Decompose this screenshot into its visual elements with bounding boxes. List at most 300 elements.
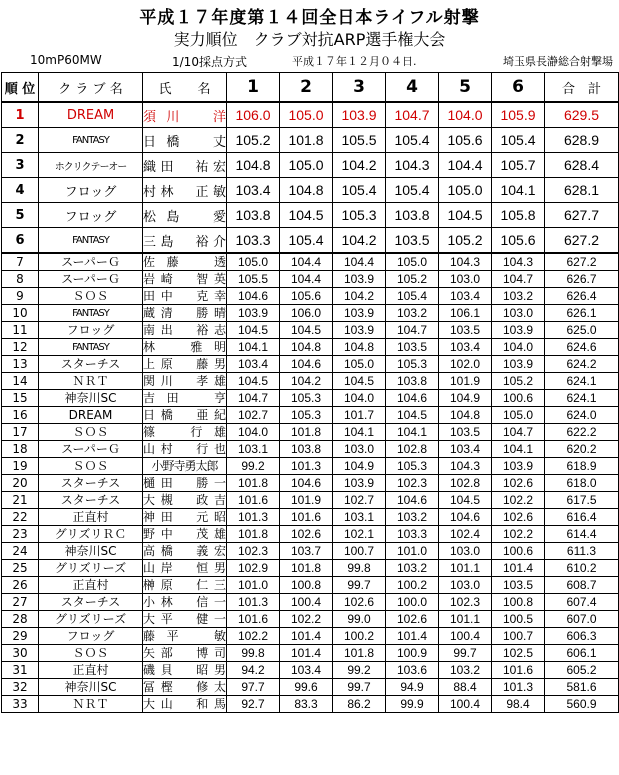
table-row	[2, 645, 619, 662]
series-1-score: 103.8	[227, 203, 280, 228]
name-cell: 大山 和馬	[143, 696, 226, 711]
series-4-score: 103.2	[386, 560, 439, 577]
series-2-score: 101.6	[280, 509, 333, 526]
series-2-score: 101.3	[280, 458, 333, 475]
club-cell: スーパーＧ	[39, 253, 143, 271]
table-row	[2, 253, 619, 271]
club-cell: フロッグ	[39, 322, 143, 339]
table-header-row	[2, 73, 619, 103]
series-4-score: 102.6	[386, 611, 439, 628]
series-4-score: 99.9	[386, 696, 439, 713]
series-2-score: 105.0	[280, 102, 333, 128]
series-1-score: 102.7	[227, 407, 280, 424]
series-4-score: 103.2	[386, 305, 439, 322]
club-cell: DREAM	[39, 102, 143, 128]
series-4-score: 103.3	[386, 526, 439, 543]
series-3-score: 99.7	[333, 577, 386, 594]
series-1-score: 106.0	[227, 102, 280, 128]
series-2-score: 105.0	[280, 153, 333, 178]
club-cell: フロッグ	[39, 178, 143, 203]
series-1-score: 104.6	[227, 288, 280, 305]
series-4-score: 101.4	[386, 628, 439, 645]
club-cell: ホクリクテーオー	[39, 153, 143, 178]
series-4-score: 104.7	[386, 322, 439, 339]
total-score: 627.7	[545, 203, 619, 228]
series-3-score: 103.9	[333, 475, 386, 492]
total-score: 624.1	[545, 390, 619, 407]
rank-cell: 12	[2, 339, 39, 356]
page-title: 平成１７年度第１４回全日本ライフル射撃	[139, 8, 480, 28]
series-5-score: 105.0	[439, 178, 492, 203]
rank-cell: 9	[2, 288, 39, 305]
series-1-score: 94.2	[227, 662, 280, 679]
series-3-score: 99.2	[333, 662, 386, 679]
rank-cell: 4	[2, 178, 39, 203]
series-5-score: 104.5	[439, 203, 492, 228]
header-series-4: 4	[386, 73, 439, 103]
series-5-score: 102.4	[439, 526, 492, 543]
name-cell: 松島 愛	[143, 203, 227, 228]
series-4-score: 103.2	[386, 509, 439, 526]
club-cell: ＳＯＳ	[39, 288, 143, 305]
series-3-score: 102.6	[333, 594, 386, 611]
series-1-score: 102.3	[227, 543, 280, 560]
header-series-1: 1	[227, 73, 280, 103]
series-2-score: 106.0	[280, 305, 333, 322]
series-2-score: 83.3	[280, 696, 333, 713]
name-cell: 田中 克幸	[143, 288, 226, 303]
series-1-score: 103.1	[227, 441, 280, 458]
rank-cell: 31	[2, 662, 39, 679]
total-score: 627.2	[545, 253, 619, 271]
club-cell: FANTASY	[39, 339, 143, 356]
series-2-score: 104.6	[280, 475, 333, 492]
series-1-score: 104.5	[227, 373, 280, 390]
rank-cell: 24	[2, 543, 39, 560]
club-cell: 正直村	[39, 662, 143, 679]
series-4-score: 100.9	[386, 645, 439, 662]
series-3-score: 99.0	[333, 611, 386, 628]
series-6-score: 100.8	[492, 594, 545, 611]
table-row	[2, 441, 619, 458]
series-6-score: 102.2	[492, 492, 545, 509]
series-4-score: 103.5	[386, 228, 439, 254]
total-score: 616.4	[545, 509, 619, 526]
series-6-score: 103.5	[492, 577, 545, 594]
series-2-score: 105.4	[280, 228, 333, 254]
table-row	[2, 356, 619, 373]
rank-cell: 13	[2, 356, 39, 373]
total-score: 626.7	[545, 271, 619, 288]
series-2-score: 104.2	[280, 373, 333, 390]
header-rank: 順 位	[2, 73, 39, 103]
name-cell: 日橋 丈	[143, 128, 227, 153]
header-series-6: 6	[492, 73, 545, 103]
table-row	[2, 560, 619, 577]
name-cell: 織田 祐宏	[143, 153, 227, 178]
series-5-score: 104.3	[439, 458, 492, 475]
series-2-score: 100.8	[280, 577, 333, 594]
table-row	[2, 424, 619, 441]
table-row	[2, 339, 619, 356]
name-cell: 小野寺勇太郎	[143, 458, 227, 475]
series-1-score: 99.2	[227, 458, 280, 475]
results-body	[2, 102, 619, 713]
series-5-score: 100.4	[439, 628, 492, 645]
series-5-score: 105.6	[439, 128, 492, 153]
series-3-score: 104.5	[333, 373, 386, 390]
name-cell: 大平 健一	[143, 611, 226, 626]
total-score: 607.0	[545, 611, 619, 628]
series-4-score: 104.6	[386, 390, 439, 407]
rank-cell: 33	[2, 696, 39, 713]
club-cell: スターチス	[39, 356, 143, 373]
series-6-score: 105.7	[492, 153, 545, 178]
series-6-score: 100.6	[492, 543, 545, 560]
series-2-score: 104.6	[280, 356, 333, 373]
series-3-score: 102.1	[333, 526, 386, 543]
club-cell: FANTASY	[39, 305, 143, 322]
series-3-score: 105.3	[333, 203, 386, 228]
series-6-score: 101.4	[492, 560, 545, 577]
club-cell: 神奈川SC	[39, 390, 143, 407]
series-5-score: 103.4	[439, 288, 492, 305]
table-row	[2, 407, 619, 424]
series-5-score: 103.0	[439, 543, 492, 560]
total-score: 618.0	[545, 475, 619, 492]
series-5-score: 103.5	[439, 424, 492, 441]
series-6-score: 105.6	[492, 228, 545, 254]
header-name: 氏 名	[143, 73, 227, 103]
table-row	[2, 696, 619, 713]
total-score: 628.1	[545, 178, 619, 203]
rank-cell: 29	[2, 628, 39, 645]
series-4-score: 94.9	[386, 679, 439, 696]
series-3-score: 105.0	[333, 356, 386, 373]
club-cell: フロッグ	[39, 203, 143, 228]
series-2-score: 100.4	[280, 594, 333, 611]
table-row	[2, 178, 619, 203]
series-3-score: 104.9	[333, 458, 386, 475]
series-1-score: 101.6	[227, 611, 280, 628]
table-row	[2, 128, 619, 153]
series-6-score: 105.9	[492, 102, 545, 128]
series-2-score: 101.4	[280, 645, 333, 662]
header-total: 合 計	[545, 73, 619, 103]
total-score: 628.9	[545, 128, 619, 153]
series-3-score: 103.0	[333, 441, 386, 458]
series-4-score: 103.8	[386, 203, 439, 228]
series-1-score: 103.4	[227, 178, 280, 203]
table-row	[2, 679, 619, 696]
series-4-score: 105.3	[386, 356, 439, 373]
total-score: 624.1	[545, 373, 619, 390]
series-2-score: 101.8	[280, 560, 333, 577]
series-2-score: 104.4	[280, 253, 333, 271]
series-1-score: 103.9	[227, 305, 280, 322]
total-score: 626.1	[545, 305, 619, 322]
name-cell: 三島 裕介	[143, 228, 227, 254]
total-score: 620.2	[545, 441, 619, 458]
total-score: 605.2	[545, 662, 619, 679]
total-score: 617.5	[545, 492, 619, 509]
series-1-score: 104.8	[227, 153, 280, 178]
series-3-score: 104.2	[333, 228, 386, 254]
club-cell: スターチス	[39, 594, 143, 611]
series-5-score: 103.0	[439, 577, 492, 594]
series-4-score: 100.0	[386, 594, 439, 611]
table-row	[2, 543, 619, 560]
series-3-score: 104.1	[333, 424, 386, 441]
series-6-score: 105.8	[492, 203, 545, 228]
club-cell: ＮＲＴ	[39, 696, 143, 713]
rank-cell: 2	[2, 128, 39, 153]
name-cell: 冨樫 修太	[143, 679, 226, 694]
series-2-score: 99.6	[280, 679, 333, 696]
series-1-score: 101.0	[227, 577, 280, 594]
series-5-score: 104.6	[439, 509, 492, 526]
series-6-score: 102.5	[492, 645, 545, 662]
series-4-score: 102.3	[386, 475, 439, 492]
club-cell: ＳＯＳ	[39, 424, 143, 441]
series-6-score: 101.3	[492, 679, 545, 696]
series-6-score: 105.0	[492, 407, 545, 424]
table-row	[2, 203, 619, 228]
series-5-score: 104.9	[439, 390, 492, 407]
table-row	[2, 102, 619, 128]
table-row	[2, 305, 619, 322]
series-1-score: 105.2	[227, 128, 280, 153]
total-score: 607.4	[545, 594, 619, 611]
event-venue: 埼玉県長瀞総合射撃場	[503, 55, 613, 68]
series-5-score: 104.3	[439, 253, 492, 271]
total-score: 629.5	[545, 102, 619, 128]
rank-cell: 17	[2, 424, 39, 441]
name-cell: 須川 洋	[143, 102, 227, 128]
club-cell: 正直村	[39, 509, 143, 526]
series-3-score: 100.7	[333, 543, 386, 560]
rank-cell: 6	[2, 228, 39, 254]
series-4-score: 104.3	[386, 153, 439, 178]
club-cell: DREAM	[39, 407, 143, 424]
results-table	[1, 72, 619, 713]
name-cell: 藤平 敏	[143, 628, 226, 643]
series-2-score: 102.6	[280, 526, 333, 543]
series-1-score: 101.3	[227, 509, 280, 526]
series-5-score: 88.4	[439, 679, 492, 696]
name-cell: 神田 元昭	[143, 509, 226, 524]
series-3-score: 104.4	[333, 253, 386, 271]
series-6-score: 102.6	[492, 475, 545, 492]
club-cell: スーパーＧ	[39, 271, 143, 288]
series-4-score: 104.5	[386, 407, 439, 424]
series-3-score: 104.2	[333, 153, 386, 178]
series-1-score: 105.5	[227, 271, 280, 288]
series-1-score: 99.8	[227, 645, 280, 662]
series-6-score: 104.7	[492, 424, 545, 441]
series-6-score: 102.2	[492, 526, 545, 543]
club-cell: FANTASY	[39, 228, 143, 254]
rank-cell: 22	[2, 509, 39, 526]
series-1-score: 101.3	[227, 594, 280, 611]
table-row	[2, 526, 619, 543]
event-date: 平成１７年１２月０４日.	[292, 55, 417, 68]
series-3-score: 104.8	[333, 339, 386, 356]
name-cell: 吉田 亨	[143, 390, 226, 405]
name-cell: 磯貝 昭男	[143, 662, 226, 677]
total-score: 618.9	[545, 458, 619, 475]
rank-cell: 3	[2, 153, 39, 178]
name-cell: 日橋 亜紀	[143, 407, 226, 422]
name-cell: 山村 行也	[143, 441, 226, 456]
series-3-score: 101.7	[333, 407, 386, 424]
series-3-score: 99.8	[333, 560, 386, 577]
series-6-score: 102.6	[492, 509, 545, 526]
series-2-score: 101.9	[280, 492, 333, 509]
series-1-score: 105.0	[227, 253, 280, 271]
series-5-score: 103.5	[439, 322, 492, 339]
name-cell: 榊原 仁三	[143, 577, 226, 592]
series-4-score: 100.2	[386, 577, 439, 594]
series-5-score: 102.0	[439, 356, 492, 373]
series-5-score: 103.4	[439, 339, 492, 356]
table-row	[2, 628, 619, 645]
series-3-score: 105.5	[333, 128, 386, 153]
series-1-score: 103.4	[227, 356, 280, 373]
table-row	[2, 662, 619, 679]
series-4-score: 103.6	[386, 662, 439, 679]
rank-cell: 11	[2, 322, 39, 339]
series-6-score: 103.2	[492, 288, 545, 305]
total-score: 624.6	[545, 339, 619, 356]
club-cell: グリズリーズ	[39, 611, 143, 628]
series-3-score: 102.7	[333, 492, 386, 509]
rank-cell: 30	[2, 645, 39, 662]
series-6-score: 101.6	[492, 662, 545, 679]
series-5-score: 99.7	[439, 645, 492, 662]
club-cell: FANTASY	[39, 128, 143, 153]
series-6-score: 103.9	[492, 458, 545, 475]
series-2-score: 102.2	[280, 611, 333, 628]
total-score: 610.2	[545, 560, 619, 577]
series-6-score: 104.1	[492, 441, 545, 458]
series-1-score: 97.7	[227, 679, 280, 696]
series-6-score: 103.9	[492, 356, 545, 373]
rank-cell: 20	[2, 475, 39, 492]
table-row	[2, 390, 619, 407]
header-club: ク ラ ブ 名	[39, 73, 143, 103]
series-4-score: 105.2	[386, 271, 439, 288]
name-cell: 蔵清 勝晴	[143, 305, 226, 320]
total-score: 606.3	[545, 628, 619, 645]
series-1-score: 104.5	[227, 322, 280, 339]
series-5-score: 103.4	[439, 441, 492, 458]
series-6-score: 103.9	[492, 322, 545, 339]
series-4-score: 103.5	[386, 339, 439, 356]
total-score: 611.3	[545, 543, 619, 560]
name-cell: 村林 正敏	[143, 178, 227, 203]
rank-cell: 25	[2, 560, 39, 577]
table-row	[2, 509, 619, 526]
series-2-score: 103.8	[280, 441, 333, 458]
scoring-method: 1/10採点方式	[172, 55, 247, 69]
name-cell: 南出 裕志	[143, 322, 226, 337]
series-2-score: 103.4	[280, 662, 333, 679]
series-4-score: 101.0	[386, 543, 439, 560]
series-6-score: 98.4	[492, 696, 545, 713]
series-1-score: 104.1	[227, 339, 280, 356]
name-cell: 上原 藤男	[143, 356, 226, 371]
series-1-score: 102.2	[227, 628, 280, 645]
series-1-score: 101.8	[227, 475, 280, 492]
table-row	[2, 594, 619, 611]
series-2-score: 101.8	[280, 424, 333, 441]
club-cell: スーパーＧ	[39, 441, 143, 458]
series-6-score: 104.0	[492, 339, 545, 356]
series-5-score: 104.8	[439, 407, 492, 424]
total-score: 581.6	[545, 679, 619, 696]
series-5-score: 104.0	[439, 102, 492, 128]
series-1-score: 104.0	[227, 424, 280, 441]
name-cell: 佐藤 透	[143, 254, 226, 269]
series-2-score: 104.5	[280, 322, 333, 339]
table-row	[2, 228, 619, 254]
table-row	[2, 288, 619, 305]
name-cell: 樋田 勝一	[143, 475, 226, 490]
table-row	[2, 458, 619, 475]
series-1-score: 104.7	[227, 390, 280, 407]
series-6-score: 105.4	[492, 128, 545, 153]
rank-cell: 32	[2, 679, 39, 696]
series-1-score: 102.9	[227, 560, 280, 577]
series-2-score: 104.4	[280, 271, 333, 288]
series-1-score: 103.3	[227, 228, 280, 254]
total-score: 626.4	[545, 288, 619, 305]
series-6-score: 103.0	[492, 305, 545, 322]
series-5-score: 101.1	[439, 560, 492, 577]
series-5-score: 101.9	[439, 373, 492, 390]
rank-cell: 10	[2, 305, 39, 322]
series-4-score: 105.4	[386, 288, 439, 305]
club-cell: スターチス	[39, 475, 143, 492]
series-2-score: 105.3	[280, 407, 333, 424]
series-3-score: 103.9	[333, 102, 386, 128]
rank-cell: 26	[2, 577, 39, 594]
table-row	[2, 153, 619, 178]
series-6-score: 100.7	[492, 628, 545, 645]
series-1-score: 101.6	[227, 492, 280, 509]
series-3-score: 104.2	[333, 288, 386, 305]
series-6-score: 100.6	[492, 390, 545, 407]
series-2-score: 105.3	[280, 390, 333, 407]
header-series-2: 2	[280, 73, 333, 103]
series-1-score: 92.7	[227, 696, 280, 713]
club-cell: グリズリＲＣ	[39, 526, 143, 543]
series-4-score: 102.8	[386, 441, 439, 458]
rank-cell: 1	[2, 102, 39, 128]
series-4-score: 104.1	[386, 424, 439, 441]
rank-cell: 16	[2, 407, 39, 424]
name-cell: 岩崎 智英	[143, 271, 226, 286]
rank-cell: 18	[2, 441, 39, 458]
club-cell: ＳＯＳ	[39, 645, 143, 662]
rank-cell: 5	[2, 203, 39, 228]
name-cell: 篠 行雄	[143, 424, 226, 439]
series-5-score: 102.8	[439, 475, 492, 492]
series-2-score: 104.8	[280, 339, 333, 356]
total-score: 622.2	[545, 424, 619, 441]
total-score: 625.0	[545, 322, 619, 339]
